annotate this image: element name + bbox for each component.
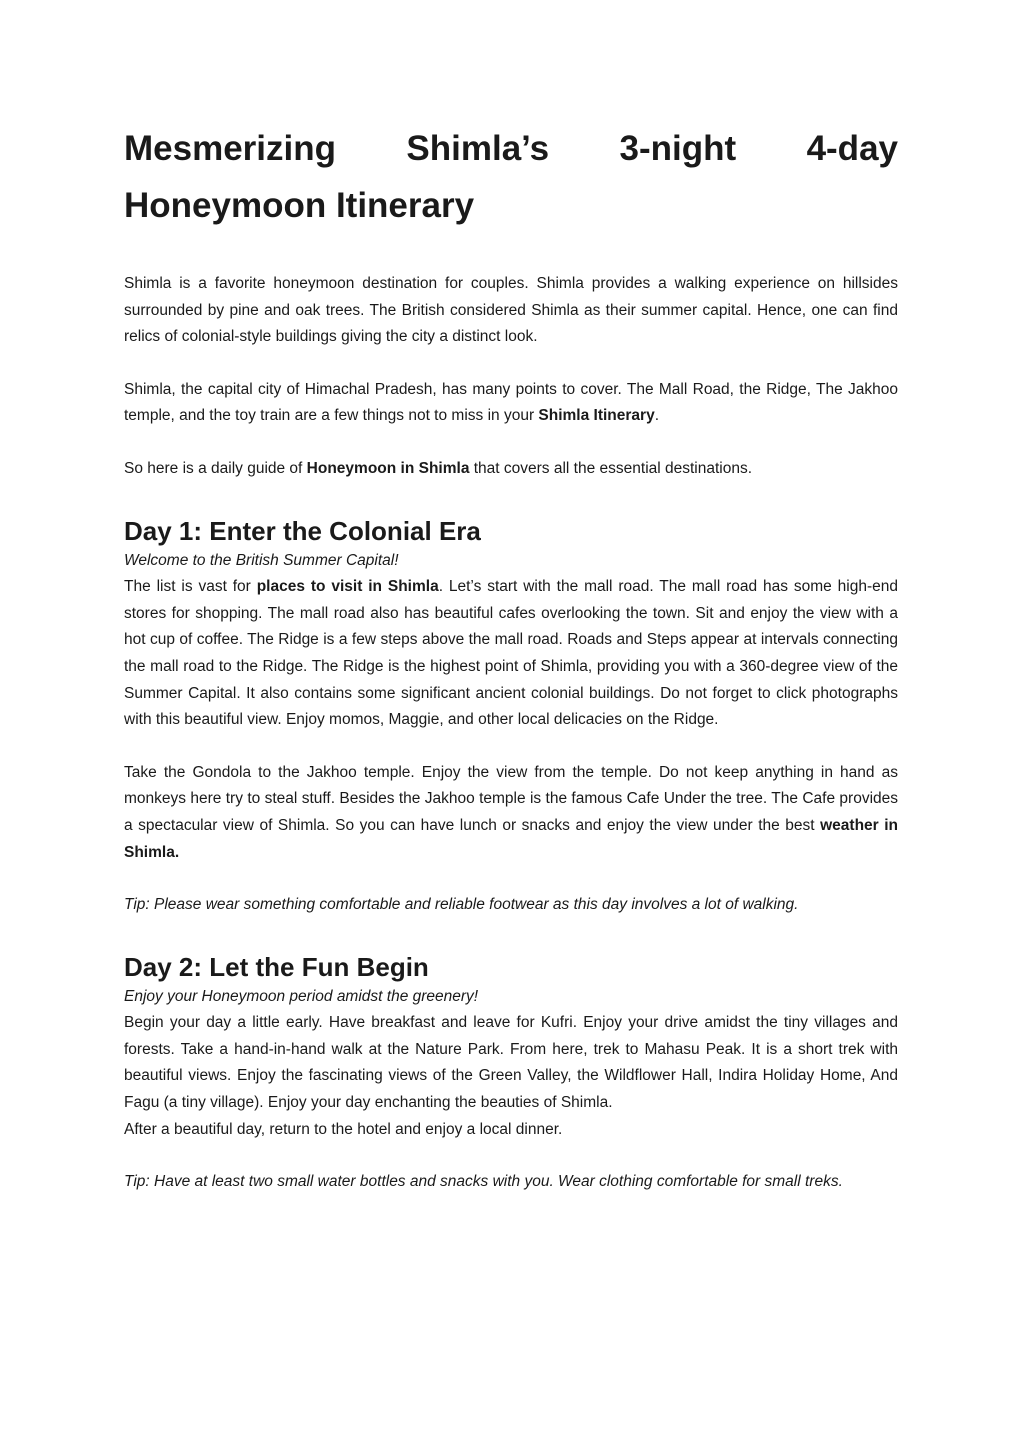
document-page <box>124 120 898 1196</box>
day2-paragraph-1: Begin your day a little early. Have breakfast and leave for Kufri. Enjoy your drive amidst the tiny villages and forests. Take a hand-in-hand walk at the Nature Park. From here, trek to Mahasu Peak. It is a short trek with beautiful views. Enjoy the fascinating views of the Green Valley, the Wildflower Hall, Indira Holiday Home, And Fagu (a tiny village). Enjoy your day enchanting the beauties of Shimla. <box>124 1014 898 1112</box>
intro-text: that covers all the essential destinations. <box>469 459 753 477</box>
title-word: Shimla’s <box>406 129 550 168</box>
title-line-2: Honeymoon Itinerary <box>124 186 475 225</box>
day1-text: . Let’s start with the mall road. The mall road has some high-end stores for shopping. The mall road also has beautiful cafes overlooking the town. Sit and enjoy the view with a hot cup of coffee. The Ridge is a few steps above the mall road. Roads and Steps appear at intervals connecting the mall road to the Ridge. The Ridge is the highest point of Shimla, providing you with a 360-degree view of the Summer Capital. It also contains some significant ancient colonial buildings. Do not forget to click photographs with this beautiful view. Enjoy momos, Maggie, and other local delicacies on the Ridge. <box>124 578 898 729</box>
weather-in-shimla-text: weather in Shimla. <box>124 816 898 861</box>
shimla-itinerary-link-text: Shimla Itinerary <box>538 407 655 425</box>
day1-subtitle: Welcome to the British Summer Capital! <box>124 551 399 569</box>
day2-paragraph-2: After a beautiful day, return to the hotel and enjoy a local dinner. <box>124 1120 563 1138</box>
day1-text: The list is vast for <box>124 578 257 596</box>
title-word: 3-night <box>619 129 737 168</box>
day2-tip: Tip: Have at least two small water bottles and snacks with you. Wear clothing comfortable for small treks. <box>124 1173 843 1191</box>
day1-paragraph-1 <box>124 574 898 734</box>
places-to-visit-text: places to visit in Shimla <box>256 578 439 596</box>
day1-heading: Day 1: Enter the Colonial Era <box>124 515 481 546</box>
honeymoon-in-shimla-text: Honeymoon in Shimla <box>306 459 470 477</box>
day1-tip: Tip: Please wear something comfortable and reliable footwear as this day involves a lot of walking. <box>124 896 799 914</box>
intro-paragraph-2 <box>124 377 898 430</box>
title-line-1 <box>124 120 898 177</box>
day1-paragraph-2 <box>124 760 898 866</box>
day2-heading: Day 2: Let the Fun Begin <box>124 951 429 982</box>
day2-subtitle: Enjoy your Honeymoon period amidst the greenery! <box>124 987 479 1005</box>
day1-text: Take the Gondola to the Jakhoo temple. Enjoy the view from the temple. Do not keep anything in hand as monkeys here try to steal stuff. Besides the Jakhoo temple is the famous Cafe Under the tree. The Cafe provides a spectacular view of Shimla. So you can have lunch or snacks and enjoy the view under the best <box>124 763 898 834</box>
title-word: Mesmerizing <box>124 129 336 168</box>
intro-text: Shimla, the capital city of Himachal Pradesh, has many points to cover. The Mall Road, the Ridge, The Jakhoo temple, and the toy train are a few things not to miss in your <box>124 380 898 425</box>
intro-text: So here is a daily guide of <box>124 459 307 477</box>
intro-paragraph-1: Shimla is a favorite honeymoon destination for couples. Shimla provides a walking experience on hillsides surrounded by pine and oak trees. The British considered Shimla as their summer capital. Hence, one can find relics of colonial-style buildings giving the city a distinct look. <box>124 275 898 346</box>
title-word: 4-day <box>806 129 898 168</box>
intro-text: . <box>654 407 660 425</box>
document-title <box>124 120 898 234</box>
intro-paragraph-3 <box>124 456 898 483</box>
